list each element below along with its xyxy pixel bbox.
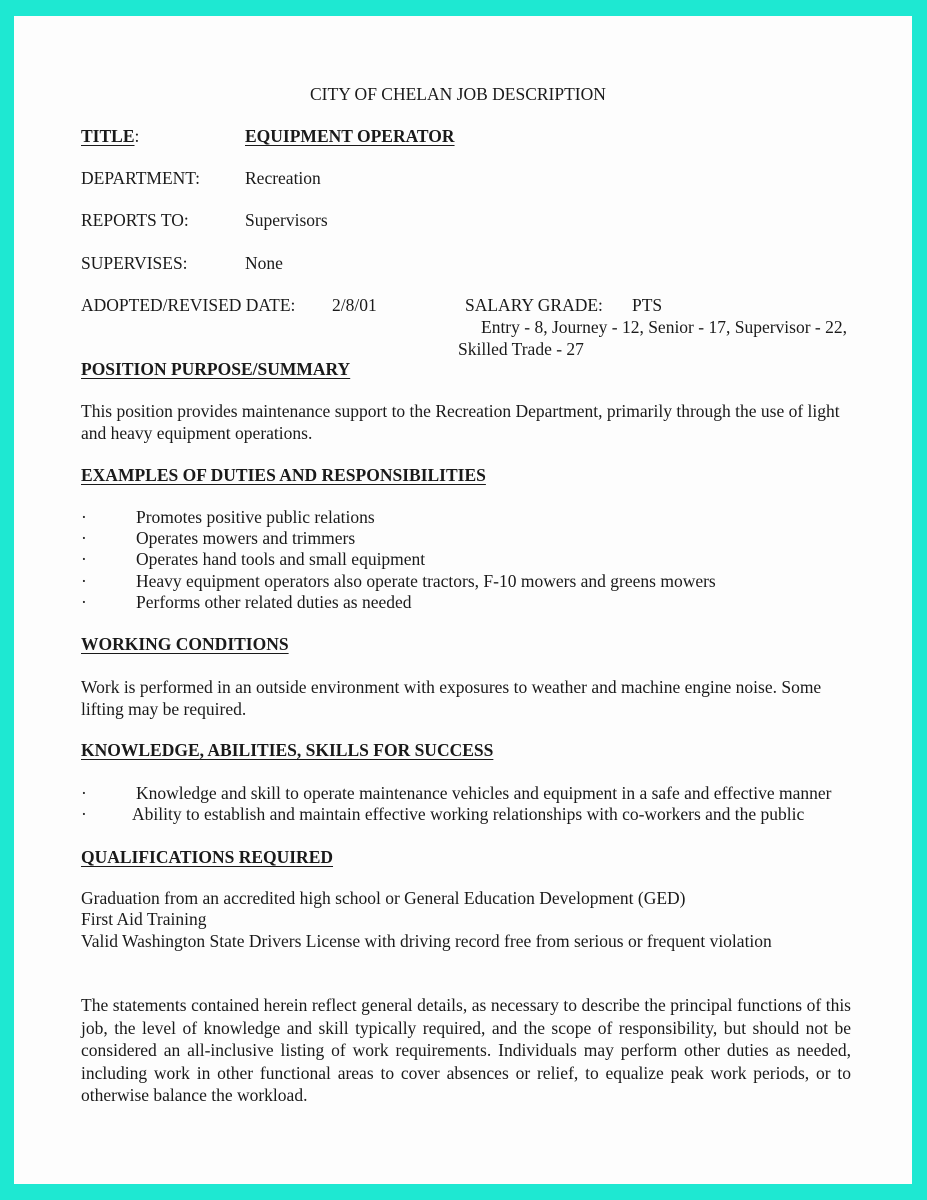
bullet-dot: · [81, 549, 87, 569]
duty-text: Operates hand tools and small equipment [136, 549, 426, 569]
qualification-item: Graduation from an accredited high school or General Education Development (GED) [81, 888, 686, 908]
supervises-value: None [245, 253, 283, 273]
bullet-dot: · [81, 804, 87, 824]
duty-text: Promotes positive public relations [136, 507, 375, 527]
qualification-item: Valid Washington State Drivers License with driving record free from serious or frequent violation [81, 931, 772, 951]
bullet-dot: · [81, 571, 87, 591]
disclaimer-statement: The statements contained herein reflect general details, as necessary to describe the principal functions of this job, the level of knowledge and skill typically required, and the scope of responsibility, but should not be considered an all-inclusive listing of work requirements. Individuals may perform other duties as needed, including work in other functional areas to cover absences or relief, to equalize peak work periods, or to otherwise balance the workload. [81, 995, 851, 1105]
bullet-dot: · [81, 783, 87, 803]
document-header: CITY OF CHELAN JOB DESCRIPTION [310, 84, 606, 104]
bullet-dot: · [81, 507, 87, 527]
reports-to-value: Supervisors [245, 210, 328, 230]
duty-text: Operates mowers and trimmers [136, 528, 356, 548]
duty-text: Heavy equipment operators also operate tractors, F-10 mowers and greens mowers [136, 571, 716, 591]
supervises-label: SUPERVISES: [81, 253, 188, 273]
duties-heading: EXAMPLES OF DUTIES AND RESPONSIBILITIES [81, 465, 486, 485]
salary-grade-label: SALARY GRADE: [465, 295, 603, 315]
department-value: Recreation [245, 168, 321, 188]
title-label-line [81, 126, 139, 147]
purpose-heading: POSITION PURPOSE/SUMMARY [81, 359, 351, 379]
salary-detail-1: Entry - 8, Journey - 12, Senior - 17, Supervisor - 22, [481, 317, 847, 337]
salary-grade-value: PTS [632, 295, 663, 315]
bullet-dot: · [81, 528, 87, 548]
ks-text: Ability to establish and maintain effective working relationships with co-workers and the public [132, 804, 805, 824]
adopted-date-value: 2/8/01 [332, 295, 377, 315]
ks-heading: KNOWLEDGE, ABILITIES, SKILLS FOR SUCCESS [81, 740, 494, 760]
purpose-text: This position provides maintenance support to the Recreation Department, primarily through the use of light and heavy equipment operations. [81, 401, 840, 443]
reports-to-label: REPORTS TO: [81, 210, 189, 230]
title-value: EQUIPMENT OPERATOR [245, 126, 455, 146]
title-label: TITLE [81, 126, 135, 146]
salary-detail-2: Skilled Trade - 27 [458, 339, 584, 359]
duty-text: Performs other related duties as needed [136, 592, 412, 612]
bullet-dot: · [81, 592, 87, 612]
qualification-item: First Aid Training [81, 909, 207, 929]
working-conditions-heading: WORKING CONDITIONS [81, 634, 289, 654]
qualifications-heading: QUALIFICATIONS REQUIRED [81, 847, 334, 867]
ks-text: Knowledge and skill to operate maintenance vehicles and equipment in a safe and effective manner [136, 783, 832, 803]
document-page [14, 16, 912, 1184]
working-conditions-text: Work is performed in an outside environment with exposures to weather and machine engine noise. Some lifting may be required. [81, 677, 822, 719]
adopted-date-label: ADOPTED/REVISED DATE: [81, 295, 296, 315]
department-label: DEPARTMENT: [81, 168, 200, 188]
title-colon: : [134, 126, 140, 146]
